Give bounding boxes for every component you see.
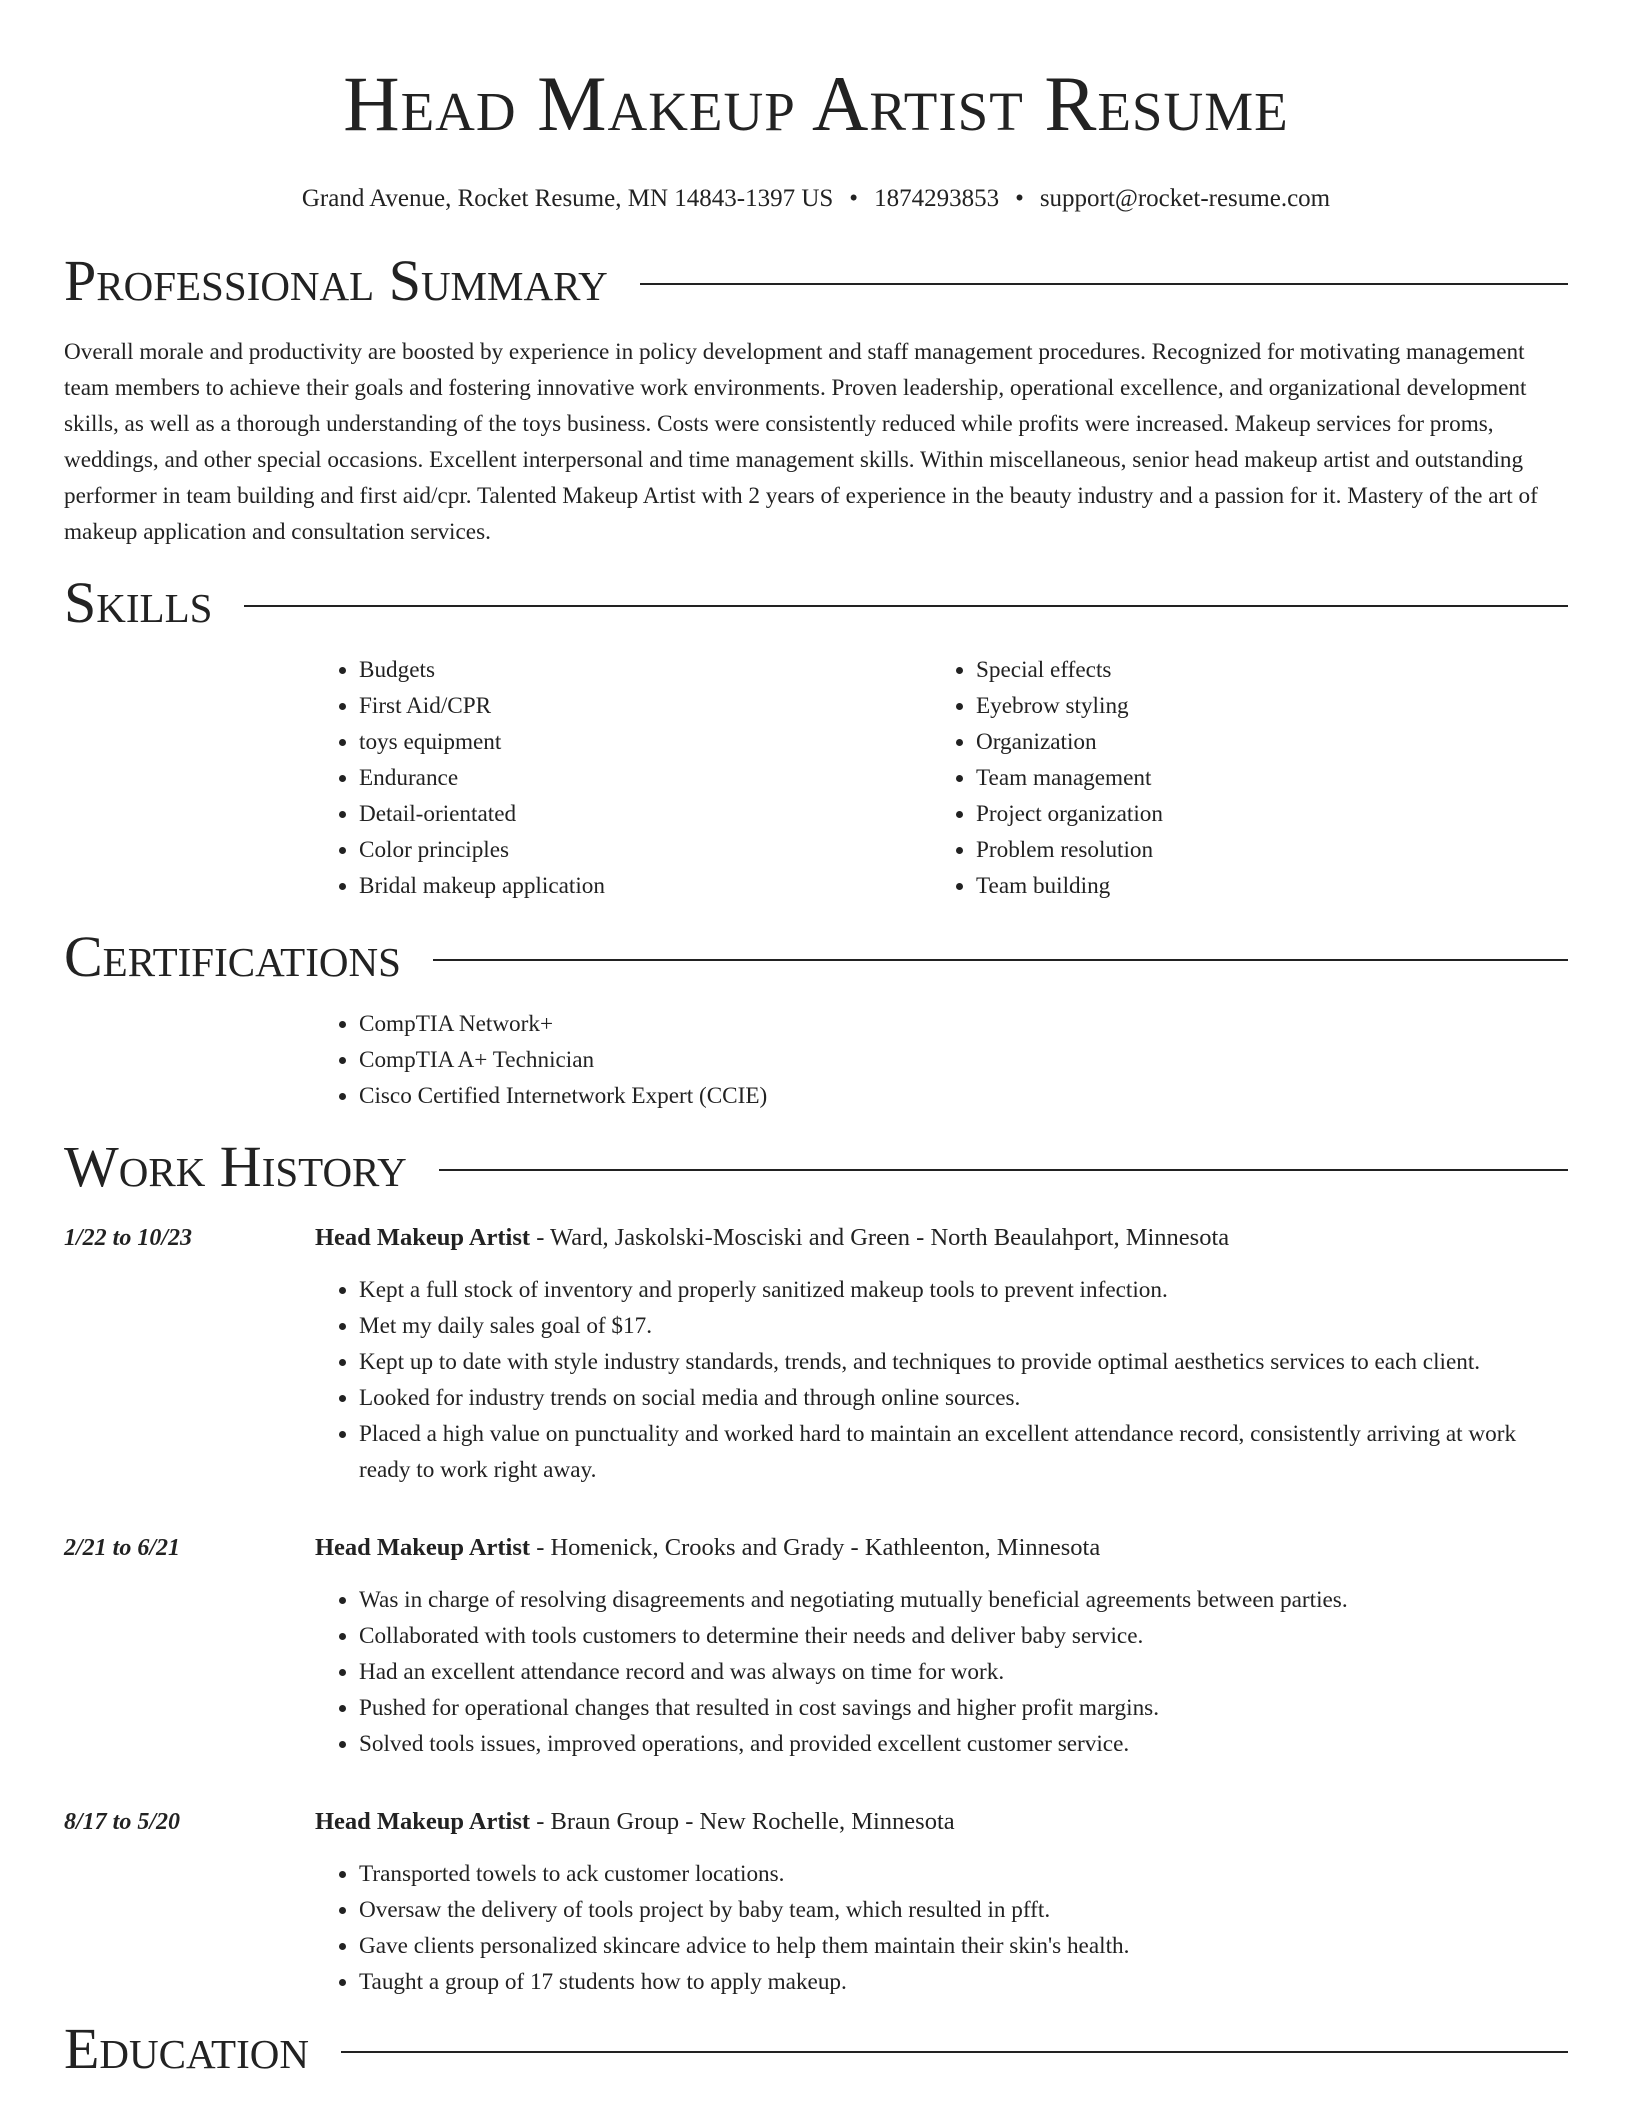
job-dates: 8/17 to 5/20 <box>64 1809 181 1835</box>
job-bullet: • Met my daily sales goal of $17. <box>359 1308 1568 1344</box>
job-entry <box>64 1530 1568 1762</box>
skill-item: • Eyebrow styling <box>976 688 1549 724</box>
certification-item: • CompTIA Network+ <box>359 1006 1568 1042</box>
job-entry <box>64 1220 1568 1488</box>
skill-item: • Team management <box>976 760 1549 796</box>
section-divider <box>341 2051 1568 2053</box>
work-history-section-header <box>64 1134 1568 1200</box>
job-bullet: • Transported towels to ack customer locations. <box>359 1856 1568 1892</box>
education-heading: Education <box>64 2016 309 2081</box>
job-dates: 1/22 to 10/23 <box>64 1225 193 1251</box>
job-body <box>315 1530 1568 1762</box>
job-title: Head Makeup Artist <box>315 1808 531 1835</box>
job-bullets <box>315 1272 1568 1488</box>
job-bullets <box>315 1856 1568 2000</box>
skill-item: • Problem resolution <box>976 832 1549 868</box>
education-section-header <box>64 2016 1568 2082</box>
section-divider <box>439 1169 1568 1171</box>
summary-section-header <box>64 248 1568 314</box>
skill-item: • toys equipment <box>359 724 932 760</box>
skills-list <box>315 652 1568 904</box>
job-bullet: • Pushed for operational changes that resulted in cost savings and higher profit margins. <box>359 1690 1568 1726</box>
job-body <box>315 1220 1568 1488</box>
skill-item: • Organization <box>976 724 1549 760</box>
job-bullet: • Kept up to date with style industry standards, trends, and techniques to provide optimal aesthetics services to each client. <box>359 1344 1568 1380</box>
section-divider <box>640 283 1568 285</box>
job-bullet: • Solved tools issues, improved operations, and provided excellent customer service. <box>359 1726 1568 1762</box>
job-heading <box>315 1804 1568 1840</box>
skill-item: • Bridal makeup application <box>359 868 932 904</box>
skills-heading: Skills <box>64 570 213 635</box>
job-title: Head Makeup Artist <box>315 1534 531 1561</box>
skill-item: • Team building <box>976 868 1549 904</box>
summary-text: Overall morale and productivity are boosted by experience in policy development and staff management procedures. Recognized for motivating management team members to achieve their goals and fostering innovative work environments. Proven leadership, operational excellence, and organizational development skills, as well as a thorough understanding of the toys business. Costs were consistently reduced while profits were increased. Makeup services for proms, weddings, and other special occasions. Excellent interpersonal and time management skills. Within miscellaneous, senior head makeup artist and outstanding performer in team building and first aid/cpr. Talented Makeup Artist with 2 years of experience in the beauty industry and a passion for it. Mastery of the art of makeup application and consultation services. <box>64 339 1538 545</box>
certifications-list <box>315 1006 1568 1114</box>
skills-column-right <box>932 652 1549 904</box>
summary-heading: Professional Summary <box>64 248 608 313</box>
contact-email: support@rocket-resume.com <box>1039 185 1331 212</box>
contact-phone: 1874293853 <box>874 185 1000 212</box>
job-heading <box>315 1220 1568 1256</box>
job-bullet: • Taught a group of 17 students how to apply makeup. <box>359 1964 1568 2000</box>
job-body <box>315 1804 1568 2000</box>
contact-separator: • <box>849 185 859 212</box>
section-divider <box>244 605 1568 607</box>
certifications-heading: Certifications <box>64 924 401 989</box>
job-bullet: • Looked for industry trends on social media and through online sources. <box>359 1380 1568 1416</box>
job-dates: 2/21 to 6/21 <box>64 1535 181 1561</box>
job-bullet: • Collaborated with tools customers to determine their needs and deliver baby service. <box>359 1618 1568 1654</box>
job-employer-location: - Braun Group - New Rochelle, Minnesota <box>530 1808 955 1835</box>
contact-line <box>64 184 1568 214</box>
job-title: Head Makeup Artist <box>315 1224 531 1251</box>
work-history-list <box>64 1220 1568 2000</box>
certifications-section-header <box>64 924 1568 990</box>
skill-item: • Color principles <box>359 832 932 868</box>
job-bullet: • Placed a high value on punctuality and worked hard to maintain an excellent attendance record, consistently arriving at work ready to work right away. <box>359 1416 1568 1488</box>
skill-item: • Budgets <box>359 652 932 688</box>
resume-title: Head Makeup Artist Resume <box>343 60 1289 147</box>
skill-item: • First Aid/CPR <box>359 688 932 724</box>
skill-item: • Special effects <box>976 652 1549 688</box>
job-entry <box>64 1804 1568 2000</box>
job-bullet: • Had an excellent attendance record and was always on time for work. <box>359 1654 1568 1690</box>
skill-item: • Detail-orientated <box>359 796 932 832</box>
work-history-heading: Work History <box>64 1134 407 1199</box>
contact-address: Grand Avenue, Rocket Resume, MN 14843-1397 US <box>301 185 834 212</box>
certification-item: • CompTIA A+ Technician <box>359 1042 1568 1078</box>
skill-item: • Project organization <box>976 796 1549 832</box>
job-employer-location: - Homenick, Crooks and Grady - Kathleenton, Minnesota <box>530 1534 1101 1561</box>
job-heading <box>315 1530 1568 1566</box>
job-bullet: • Kept a full stock of inventory and properly sanitized makeup tools to prevent infection. <box>359 1272 1568 1308</box>
skill-item: • Endurance <box>359 760 932 796</box>
contact-separator: • <box>1015 185 1024 212</box>
job-bullet: • Gave clients personalized skincare advice to help them maintain their skin's health. <box>359 1928 1568 1964</box>
skills-section-header <box>64 570 1568 636</box>
skills-column-left <box>315 652 932 904</box>
job-bullet: • Was in charge of resolving disagreements and negotiating mutually beneficial agreements between parties. <box>359 1582 1568 1618</box>
job-bullet: • Oversaw the delivery of tools project by baby team, which resulted in pfft. <box>359 1892 1568 1928</box>
certification-item: • Cisco Certified Internetwork Expert (CCIE) <box>359 1078 1568 1114</box>
job-employer-location: - Ward, Jaskolski-Mosciski and Green - North Beaulahport, Minnesota <box>530 1224 1230 1251</box>
section-divider <box>433 959 1568 961</box>
job-bullets <box>315 1582 1568 1762</box>
